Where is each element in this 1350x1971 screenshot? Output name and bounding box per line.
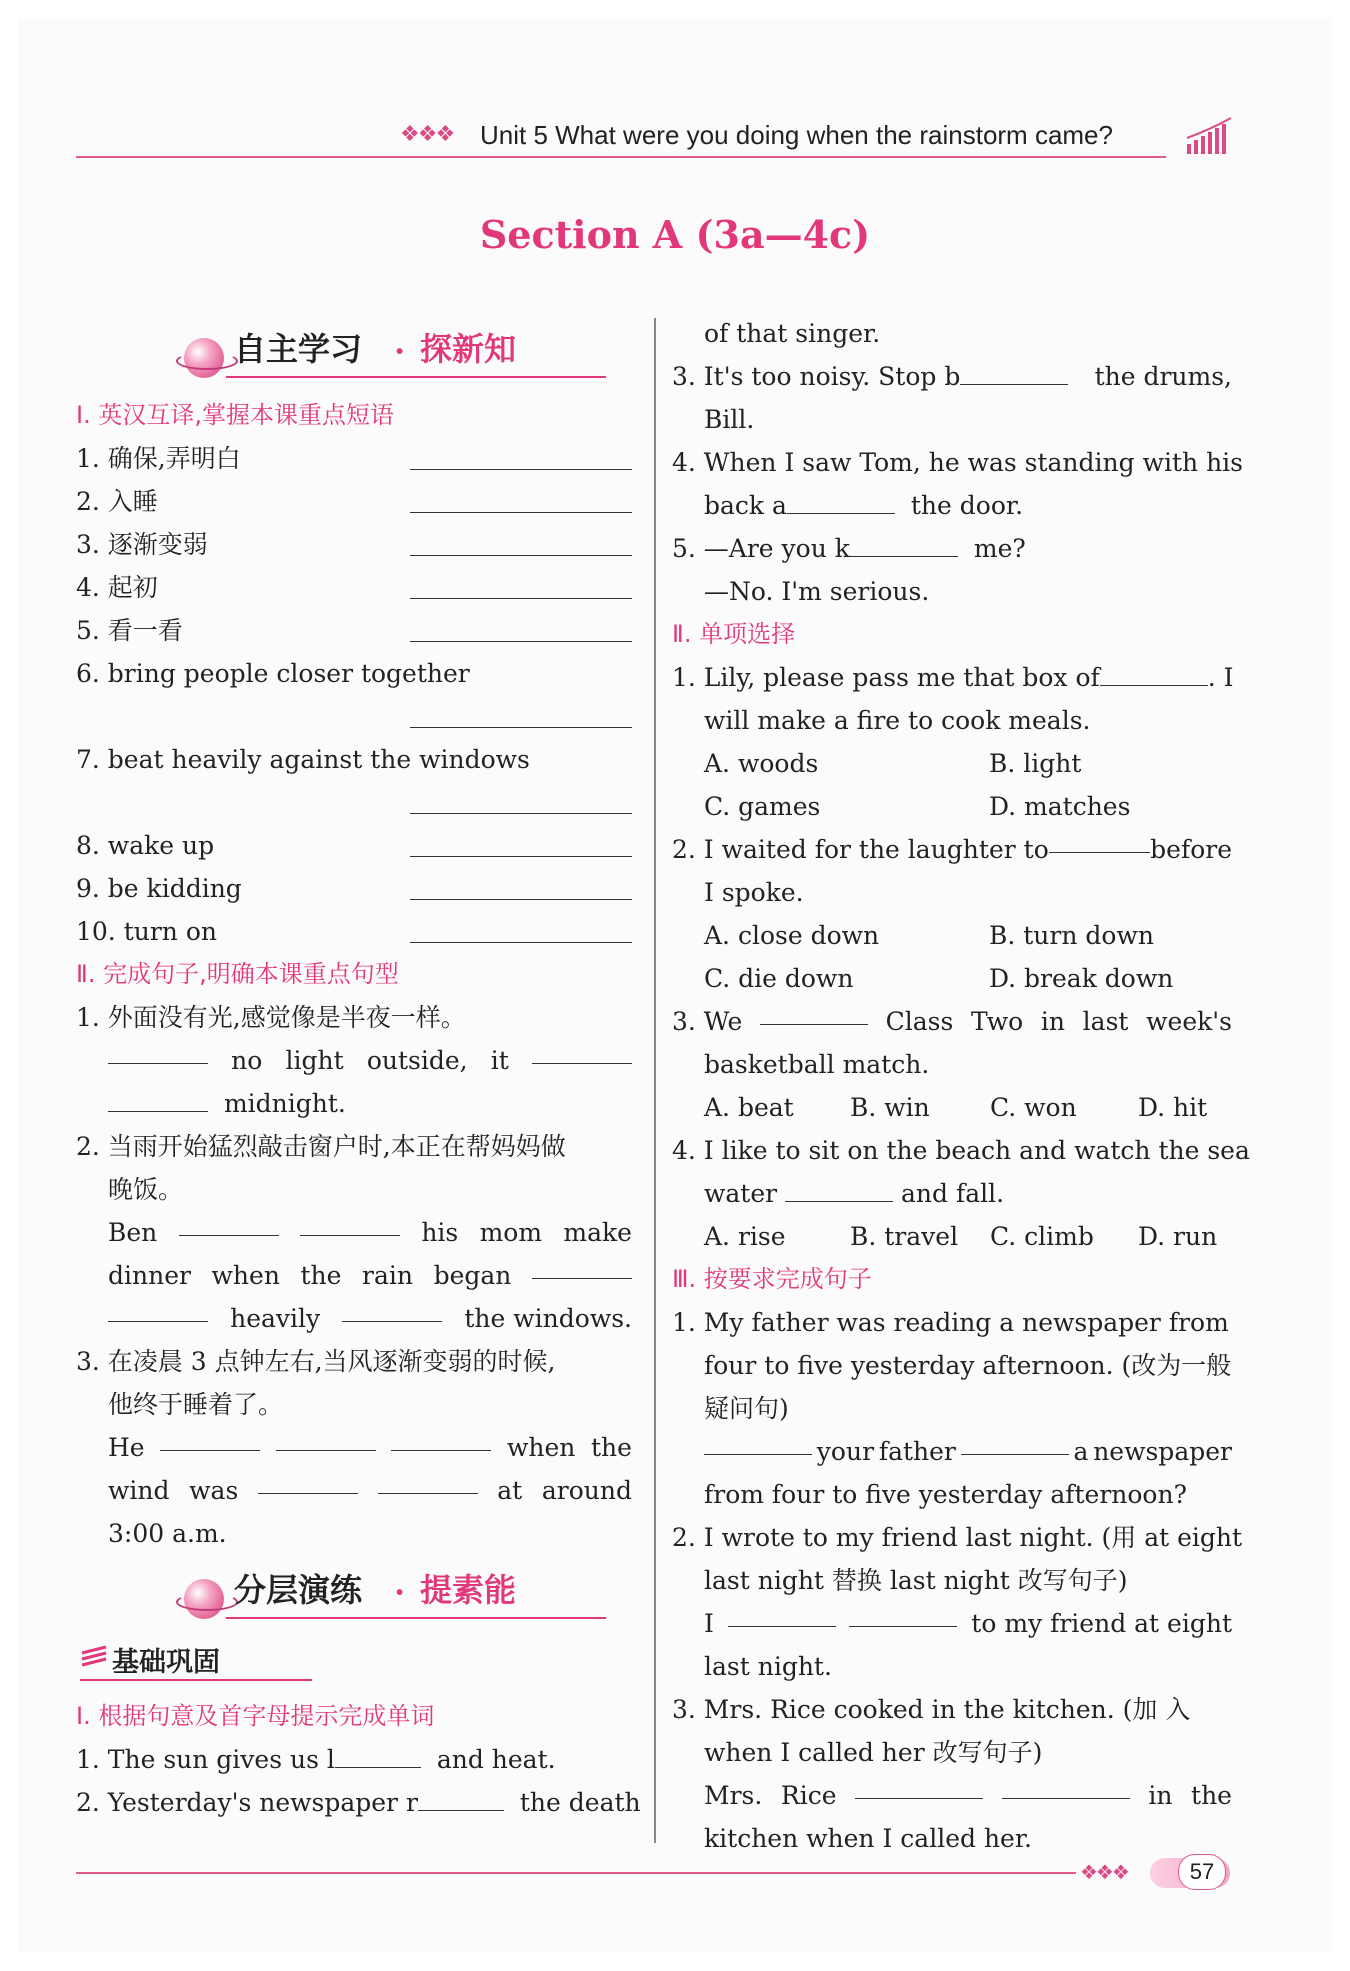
phrase-text: 3. 逐渐变弱 — [76, 530, 208, 559]
banner-practice — [76, 1559, 632, 1631]
word: outside, — [366, 1046, 468, 1075]
options-row — [704, 742, 1232, 785]
word: newspaper — [1093, 1437, 1232, 1466]
option[interactable]: C. die down — [704, 964, 854, 993]
question-text: the drums, — [1094, 362, 1232, 391]
banner-right-text: 探新知 — [420, 330, 517, 368]
question-text: me? — [973, 534, 1026, 563]
word: his — [421, 1218, 459, 1247]
option[interactable]: A. close down — [704, 921, 880, 950]
answer-blank[interactable] — [335, 1743, 421, 1768]
option[interactable]: B. turn down — [989, 921, 1154, 950]
question-text: water — [704, 1179, 778, 1208]
question-text: the death — [519, 1788, 641, 1817]
question-cont: of that singer. — [704, 319, 881, 348]
question-text: the door. — [910, 491, 1024, 520]
word: in — [1148, 1781, 1173, 1810]
answer-blank[interactable] — [728, 1602, 836, 1627]
right-column — [672, 312, 1250, 1860]
answer-blank[interactable] — [1002, 1774, 1130, 1799]
question-cont: when I called her 改写句子) — [704, 1738, 1043, 1767]
question-cont: last night 替换 last night 改写句子) — [704, 1566, 1128, 1595]
answer-blank[interactable] — [410, 512, 632, 513]
option[interactable]: D. break down — [989, 964, 1174, 993]
part5-heading: Ⅲ. 按要求完成句子 — [672, 1265, 872, 1293]
answer-blank[interactable] — [160, 1426, 260, 1451]
answer-blank[interactable] — [108, 1039, 208, 1064]
answer-blank[interactable] — [787, 489, 895, 514]
option[interactable]: A. beat — [704, 1093, 794, 1122]
word: at — [497, 1476, 523, 1505]
banner-underline — [226, 1617, 606, 1619]
question: 3. Mrs. Rice cooked in the kitchen. (加 入 — [672, 1695, 1191, 1724]
basic-label-text: 基础巩固 — [112, 1647, 220, 1678]
word: midnight. — [223, 1089, 346, 1118]
phrase-item — [76, 566, 632, 609]
answer-blank[interactable] — [785, 1177, 893, 1202]
question: 2. I wrote to my friend last night. (用 at eight — [672, 1523, 1243, 1552]
answer-blank[interactable] — [108, 1297, 208, 1322]
banner-dot: · — [394, 1573, 406, 1611]
column-divider — [654, 318, 656, 1843]
answer-blank[interactable] — [704, 1430, 812, 1455]
phrase-text: 2. 入睡 — [76, 487, 158, 516]
word: make — [563, 1218, 632, 1247]
option[interactable]: D. matches — [989, 792, 1131, 821]
part2-heading: Ⅱ. 完成句子,明确本课重点句型 — [76, 960, 399, 988]
sentence-line — [108, 1512, 632, 1555]
word: mom — [479, 1218, 543, 1247]
word: it — [490, 1046, 509, 1075]
answer-blank[interactable] — [410, 899, 632, 900]
question-cont: I spoke. — [704, 878, 804, 907]
question-text: . I — [1207, 663, 1234, 692]
word: to my friend at eight — [971, 1609, 1232, 1638]
options-row — [704, 1086, 1232, 1129]
books-icon — [80, 1645, 110, 1671]
answer-blank[interactable] — [1049, 828, 1150, 853]
word: wind — [108, 1476, 170, 1505]
word: light — [285, 1046, 344, 1075]
answer-blank[interactable] — [960, 360, 1068, 385]
answer-blank[interactable] — [532, 1254, 632, 1279]
page-number: 57 — [1178, 1854, 1226, 1890]
option[interactable]: D. hit — [1138, 1093, 1208, 1122]
question-text: back a — [704, 491, 787, 520]
section-title: Section A (3a—4c) — [479, 212, 871, 257]
phrase-text: 7. beat heavily against the windows — [76, 745, 530, 774]
option[interactable]: B. light — [989, 749, 1082, 778]
word: I — [704, 1609, 714, 1638]
question-text: 3. We — [672, 1007, 743, 1036]
answer-blank[interactable] — [410, 813, 632, 814]
question — [76, 1738, 632, 1781]
question-text: last — [1082, 1007, 1129, 1036]
answer-blank[interactable] — [410, 598, 632, 599]
question-cont: Bill. — [704, 405, 755, 434]
header-arrows-icon: ❖❖❖ — [400, 122, 454, 147]
phrase-text: 8. wake up — [76, 831, 215, 860]
planet-ring-icon — [176, 1593, 238, 1611]
banner-left-text: 分层演练 — [234, 1571, 363, 1609]
question-text: 2. I waited for the laughter to — [672, 835, 1049, 864]
answer-blank[interactable] — [391, 1426, 491, 1451]
option[interactable]: A. rise — [704, 1222, 786, 1251]
sentence-cn: 3. 在凌晨 3 点钟左右,当风逐渐变弱的时候, — [76, 1347, 556, 1376]
word: 3:00 a.m. — [108, 1519, 227, 1548]
sentence-cn: 他终于睡着了。 — [108, 1390, 284, 1419]
basic-underline — [80, 1679, 312, 1681]
question-text: and heat. — [436, 1745, 556, 1774]
question — [672, 1000, 1232, 1043]
word: the — [300, 1261, 342, 1290]
question — [672, 527, 1232, 570]
phrase-blank-line — [76, 781, 632, 824]
word: dinner — [108, 1261, 191, 1290]
options-row — [704, 785, 1232, 828]
header-rule — [76, 156, 1166, 158]
answer-line — [704, 1430, 1232, 1473]
sentence-cn: 1. 外面没有光,感觉像是半夜一样。 — [76, 1003, 466, 1032]
part1-heading: Ⅰ. 英汉互译,掌握本课重点短语 — [76, 401, 394, 429]
answer-line: last night. — [704, 1652, 832, 1681]
word: the windows. — [464, 1304, 632, 1333]
word: the — [590, 1433, 632, 1462]
question-text: 5. —Are you k — [672, 534, 850, 563]
word: around — [541, 1476, 632, 1505]
left-column — [76, 318, 641, 1824]
sentence-line — [108, 1426, 632, 1469]
phrase-text: 10. turn on — [76, 917, 218, 946]
word: He — [108, 1433, 145, 1462]
answer-blank[interactable] — [855, 1774, 983, 1799]
footer-rule — [76, 1872, 1076, 1874]
question-text: in — [1040, 1007, 1065, 1036]
question: 1. My father was reading a newspaper from — [672, 1308, 1229, 1337]
banner-right-text: 提素能 — [420, 1571, 517, 1609]
option[interactable]: C. games — [704, 792, 821, 821]
banner-self-study — [76, 318, 632, 390]
answer-blank[interactable] — [300, 1211, 400, 1236]
question-cont: four to five yesterday afternoon. (改为一般 — [704, 1351, 1232, 1380]
question — [76, 1781, 641, 1824]
answer-blank[interactable] — [108, 1087, 208, 1112]
phrase-item — [76, 824, 632, 867]
options-row — [704, 957, 1232, 1000]
option[interactable]: D. run — [1138, 1222, 1218, 1251]
option[interactable]: A. woods — [704, 749, 819, 778]
word: Rice — [780, 1781, 837, 1810]
basic-label — [76, 1637, 632, 1687]
question-cont — [704, 1172, 1232, 1215]
question-text: and fall. — [901, 1179, 1005, 1208]
sentence-cn: 2. 当雨开始猛烈敲击窗户时,本正在帮妈妈做 — [76, 1132, 566, 1161]
signal-bars-icon — [1185, 116, 1233, 156]
answer-blank[interactable] — [410, 641, 632, 642]
answer-line: from four to five yesterday afternoon? — [704, 1480, 1187, 1509]
phrase-item — [76, 738, 632, 781]
phrase-text: 6. bring people closer together — [76, 659, 470, 688]
answer-blank[interactable] — [532, 1039, 632, 1064]
word: the — [1191, 1781, 1232, 1810]
banner-left-text: 自主学习 — [234, 330, 363, 368]
question-text: 1. The sun gives us l — [76, 1745, 335, 1774]
planet-ring-icon — [176, 352, 238, 370]
question: 4. When I saw Tom, he was standing with his — [672, 448, 1243, 477]
question — [672, 656, 1232, 699]
answer-blank[interactable] — [760, 1000, 868, 1025]
sentence-line — [108, 1039, 632, 1082]
word: no — [231, 1046, 263, 1075]
option[interactable]: C. climb — [990, 1222, 1094, 1251]
question: 4. I like to sit on the beach and watch the sea — [672, 1136, 1250, 1165]
word: was — [189, 1476, 239, 1505]
sentence-line — [108, 1211, 632, 1254]
question-text: 1. Lily, please pass me that box of — [672, 663, 1100, 692]
part4-heading: Ⅱ. 单项选择 — [672, 620, 796, 648]
sentence-line — [108, 1082, 632, 1125]
question-cont: basketball match. — [704, 1050, 930, 1079]
banner-dot: · — [394, 332, 406, 370]
phrase-text: 9. be kidding — [76, 874, 242, 903]
option[interactable]: B. travel — [850, 1222, 959, 1251]
answer-line — [704, 1602, 1232, 1645]
phrase-item — [76, 910, 632, 953]
phrase-blank-line — [76, 695, 632, 738]
answer-blank[interactable] — [961, 1430, 1069, 1455]
phrase-text: 4. 起初 — [76, 573, 158, 602]
answer-blank[interactable] — [849, 1602, 957, 1627]
answer-line — [704, 1774, 1232, 1817]
answer-blank[interactable] — [410, 727, 632, 728]
options-row — [704, 1215, 1232, 1258]
options-row — [704, 914, 1232, 957]
question-cont: 疑问句) — [704, 1394, 789, 1423]
question-text: Class — [885, 1007, 954, 1036]
question-cont: will make a fire to cook meals. — [704, 706, 1091, 735]
answer-blank[interactable] — [276, 1426, 376, 1451]
sentence-line — [108, 1469, 632, 1512]
answer-blank[interactable] — [1100, 661, 1208, 686]
option[interactable]: C. won — [990, 1093, 1077, 1122]
phrase-item — [76, 437, 632, 480]
word: rain — [362, 1261, 413, 1290]
unit-title: Unit 5 What were you doing when the rainstorm came? — [480, 120, 1113, 150]
answer-blank[interactable] — [342, 1297, 442, 1322]
word: began — [433, 1261, 512, 1290]
answer-blank[interactable] — [850, 532, 958, 557]
question-cont — [704, 484, 1232, 527]
question-text: 2. Yesterday's newspaper r — [76, 1788, 418, 1817]
sentence-line — [108, 1254, 632, 1297]
answer-blank[interactable] — [378, 1469, 478, 1494]
phrase-item — [76, 523, 632, 566]
question — [672, 828, 1232, 871]
word: when — [211, 1261, 280, 1290]
phrase-text: 1. 确保,弄明白 — [76, 444, 241, 473]
footer-arrows-icon: ❖❖❖ — [1080, 1860, 1128, 1884]
question-text: 3. It's too noisy. Stop b — [672, 362, 961, 391]
answer-blank[interactable] — [410, 856, 632, 857]
option[interactable]: B. win — [850, 1093, 930, 1122]
word: when — [506, 1433, 576, 1462]
answer-blank[interactable] — [410, 942, 632, 943]
part3-heading: Ⅰ. 根据句意及首字母提示完成单词 — [76, 1702, 435, 1730]
phrase-text: 5. 看一看 — [76, 616, 183, 645]
sentence-line — [108, 1297, 632, 1340]
question-text: before — [1150, 835, 1232, 864]
word: your — [816, 1437, 875, 1466]
word: heavily — [230, 1304, 321, 1333]
word: Mrs. — [704, 1781, 763, 1810]
word: Ben — [108, 1218, 158, 1247]
banner-underline — [226, 376, 606, 378]
answer-blank[interactable] — [179, 1211, 279, 1236]
answer-blank[interactable] — [418, 1786, 504, 1811]
sentence-cn: 晚饭。 — [108, 1175, 184, 1204]
phrase-item — [76, 480, 632, 523]
phrase-item — [76, 609, 632, 652]
phrase-item — [76, 867, 632, 910]
question-text: week's — [1146, 1007, 1232, 1036]
answer-blank[interactable] — [410, 555, 632, 556]
word: father — [878, 1437, 956, 1466]
answer-blank[interactable] — [410, 469, 632, 470]
word: a — [1073, 1437, 1089, 1466]
answer-line: kitchen when I called her. — [704, 1824, 1032, 1853]
question-text: Two — [970, 1007, 1024, 1036]
question — [672, 355, 1232, 398]
answer-blank[interactable] — [258, 1469, 358, 1494]
phrase-item — [76, 652, 632, 695]
question-cont: —No. I'm serious. — [704, 577, 930, 606]
